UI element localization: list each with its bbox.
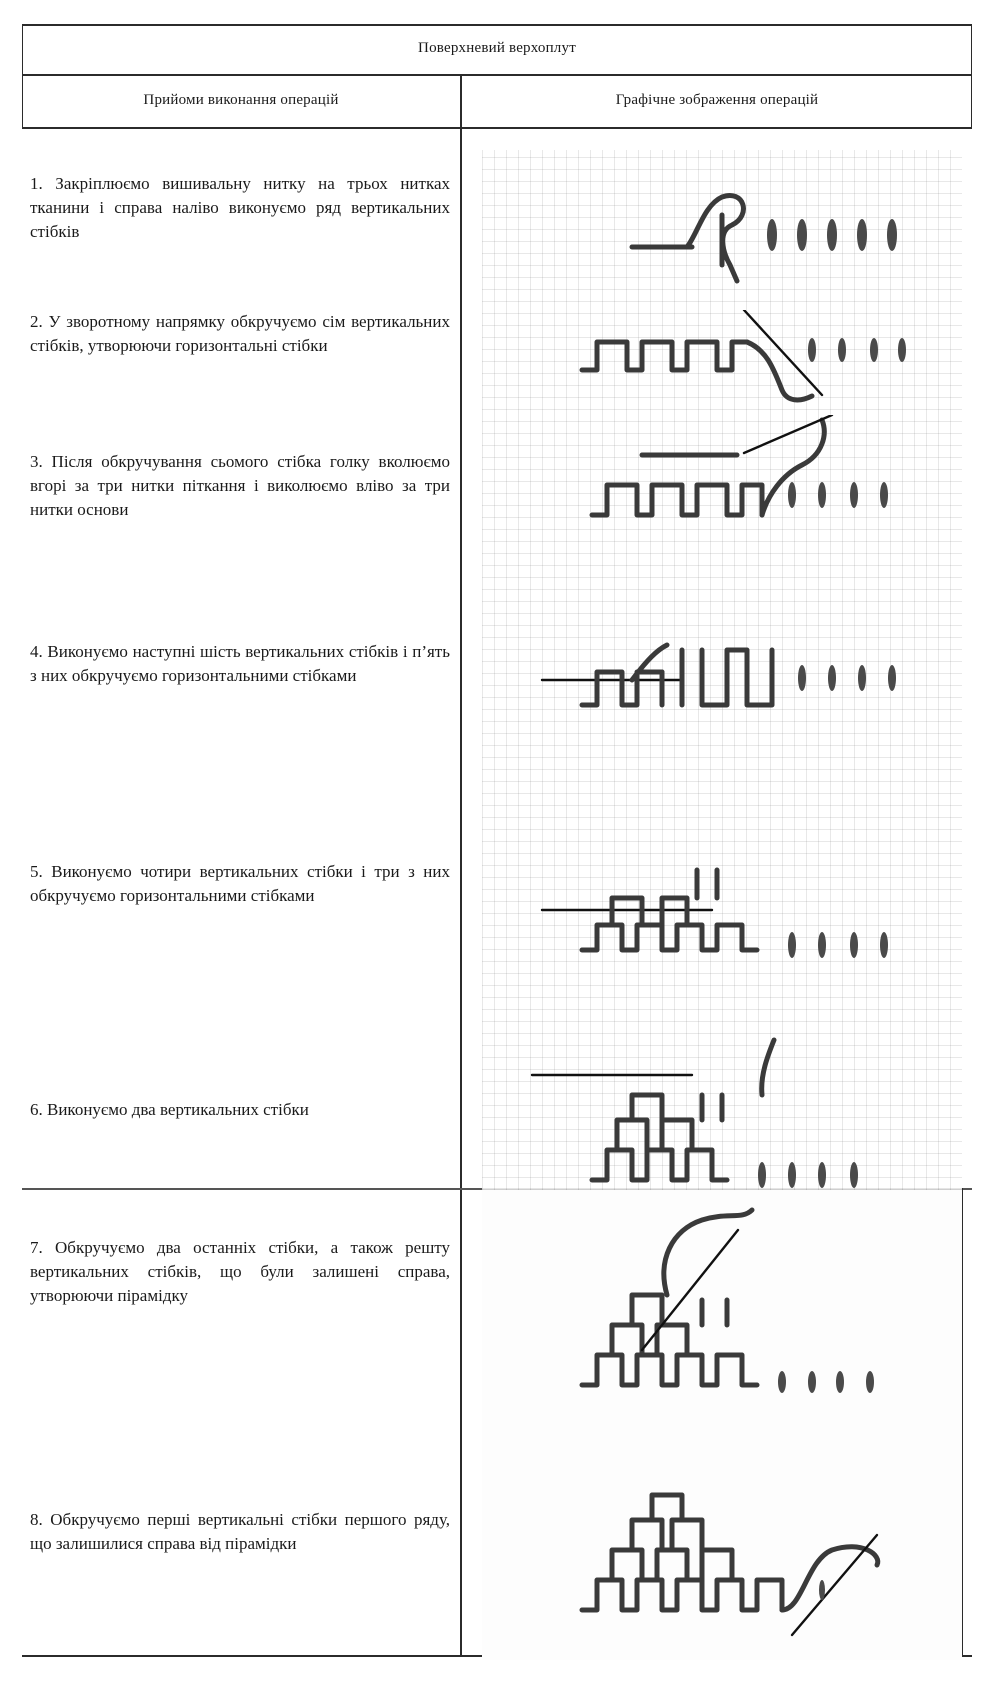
diagram-step-1 bbox=[482, 175, 952, 285]
column-header-graphics: Графічне зображення операцій bbox=[615, 92, 819, 108]
diagram-step-8 bbox=[482, 1440, 952, 1640]
thread-icon bbox=[582, 1355, 757, 1385]
diagram-step-7 bbox=[482, 1200, 952, 1400]
diagram-step-5 bbox=[482, 850, 952, 990]
table-top-rule bbox=[22, 24, 972, 26]
diagram-step-3 bbox=[482, 415, 952, 545]
thread-icon bbox=[687, 195, 743, 281]
column-divider bbox=[460, 75, 462, 1655]
thread-icon bbox=[662, 650, 772, 705]
step-7-text: 7. Обкручуємо два останніх стібки, а також решту вертикальних стібків, що були залишені справа, утворюючи пірамідку bbox=[30, 1238, 450, 1305]
step-1-text: 1. Закріплюємо вишивальну нитку на трьох нитках тканини і справа наліво виконуємо ряд вертикальних стібків bbox=[30, 174, 450, 241]
diagram-step-6 bbox=[482, 1035, 952, 1195]
step-5-text: 5. Виконуємо чотири вертикальних стібки і три з них обкручуємо горизонтальними стібками bbox=[30, 862, 450, 905]
vertical-stitch-row bbox=[767, 219, 897, 251]
step-4-text: 4. Виконуємо наступні шість вертикальних стібків і п’ять з них обкручуємо горизонтальними стібками bbox=[30, 642, 450, 685]
step-3-text: 3. Після обкручування сьомого стібка голку вколюємо вгорі за три нитки піткання і виколюємо вліво за три нитки основи bbox=[30, 452, 450, 519]
step-2-text: 2. У зворотному напрямку обкручуємо сім вертикальних стібків, утворюючи горизонтальні стібки bbox=[30, 312, 450, 355]
table-title: Поверхневий верхоплут bbox=[418, 40, 576, 56]
diagram-step-2 bbox=[482, 310, 952, 420]
thread-icon bbox=[582, 1580, 782, 1610]
thread-icon bbox=[582, 925, 757, 950]
thread-icon bbox=[582, 342, 747, 370]
title-bottom-rule bbox=[22, 74, 972, 76]
step-8-text: 8. Обкручуємо перші вертикальні стібки першого ряду, що залишилися справа від пірамідки bbox=[30, 1510, 450, 1553]
diagram-step-4 bbox=[482, 640, 952, 750]
thread-icon bbox=[762, 1040, 774, 1095]
header-bottom-rule bbox=[22, 127, 972, 129]
step-6-text: 6. Виконуємо два вертикальних стібки bbox=[30, 1100, 309, 1119]
column-header-techniques: Прийоми виконання операцій bbox=[143, 92, 339, 108]
needle-icon bbox=[642, 1230, 738, 1350]
